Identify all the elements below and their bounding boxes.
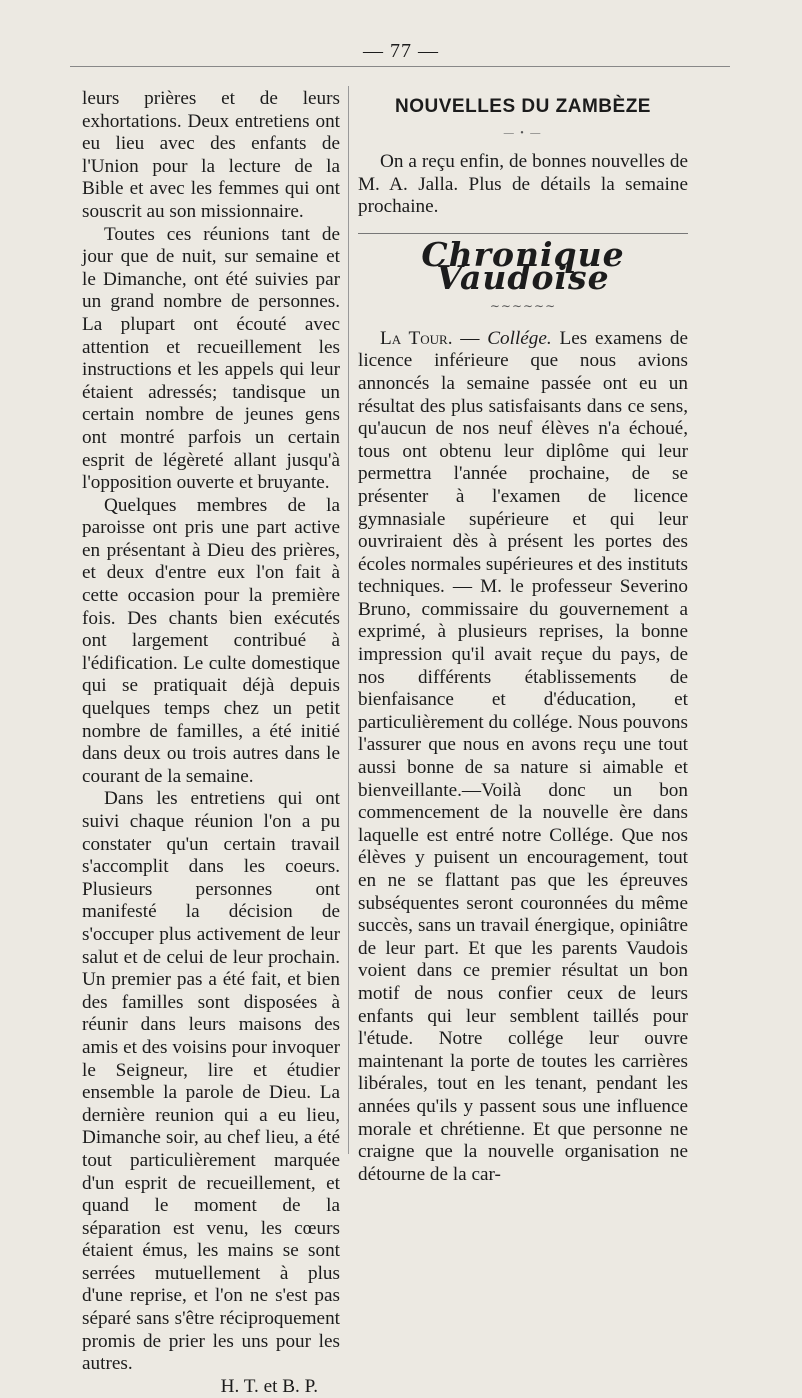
wavy-divider: ∼∼∼∼∼∼ [489,299,557,314]
chronicle-text: Les examens de licence inférieure que nous avions annoncés la semaine passée ont eu un résultat des plus satisfaisants dans ce sens, qu'aucun de nos neuf élèves n'a échoué, tous ont obtenu leur diplôme qui leur permettra l'année prochaine, de se présenter à l'examen de licence gymnasiale supérieure et qui leur ouvriraient dès à présent les portes des écoles normales supérieures et des instituts techniques. — M. le professeur Severino Bruno, commissaire du gouvernement a exprimé, à plusieurs reprises, la bonne impression qu'il avait reçue du pays, de nos différents établissements de bienfaisance et d'éducation, et particulièrement du collége. Nous pouvons l'assurer que nous en avons reçu une tout aussi bonne de sa nature si aimable et bienveillante.—Voilà donc un bon commencement de la nouvelle ère dans laquelle est entré notre Collége. Que nos élèves y puisent un encouragement, tout en ne se flattant pas que les épreuves subséquentes seront couronnées du même succès, sans un travail énergique, opiniâtre de leur part. Et que les parents Vaudois voient dans ce premier résultat un bon motif de nous confier ceux de leurs enfants qui leur semblent taillés pour l'étude. Notre collége leur ouvre maintenant la porte de toutes les carrières libérales, tout en les tenant, pendant les années qu'ils y passent sous une influence morale et chrétienne. Et que personne ne craigne que la nouvelle organisation ne détourne de la car- [358,327,688,1185]
paragraph: Quelques membres de la paroisse ont pris une part active en présentant à Dieu des prières, et deux d'entre eux l'on fait à cette occasion pour la première fois. Des chants bien exécutés ont largement contribué à l'édification. Le culte domestique qui se pratiquait déjà depuis quelques temps chez un petit nombre de familles, a été initié dans deux ou trois autres dans le courant de la semaine. [82,494,340,787]
paragraph: Dans les entretiens qui ont suivi chaque réunion l'on a pu constater qu'un certain travail s'accomplit dans les coeurs. Plusieurs personnes ont manifesté la décision de s'occuper plus activement de leur salut et de celui de leur prochain. Un premier pas a été fait, et bien des familles sont disposées à réunir dans leurs maisons des amis et des voisins pour invoquer le Seigneur, lire et étudier ensemble la parole de Dieu. La dernière reunion qui a eu lieu, Dimanche soir, au chef lieu, a été tout particulièrement marquée d'un esprit de recueillement, et quand le moment de la séparation est venu, les cœurs étaient émus, les mains se sont serrées mutuellement à plus d'une reprise, et l'on ne s'est pas séparé sans s'être réciproquement promis de prier les uns pour les autres. [82,788,340,1375]
left-column [82,88,340,1398]
page-number: — 77 — [363,40,439,62]
top-rule [70,66,730,67]
chronicle-title: Chronique Vaudoise [421,234,625,297]
column-divider [348,86,349,1154]
paragraph: leurs prières et de leurs exhortations. Deux entretiens ont eu lieu avec des enfants de l'Union pour la lecture de la Bible et avec les femmes qui ont souscrit au son missionnaire. [82,88,340,222]
section-rule [358,233,688,234]
news-heading: NOUVELLES DU ZAMBÈZE [395,96,651,117]
paragraph: Toutes ces réunions tant de jour que de nuit, sur semaine et le Dimanche, ont été suivies par un grand nombre de personnes. La plupart ont écouté avec attention et recueillement les instructions et les appels qui leur étaient adressés; tandisque un certain nombre de jeunes gens ont montré parfois un certain esprit de légèreté allant jusqu'à l'opposition ouverte et bruyante. [82,223,340,494]
chronicle-place: La Tour. [380,327,453,349]
right-column [358,88,688,1186]
ornament-divider: — • — [503,127,543,139]
chronicle-subject: Collége. [487,327,552,349]
signature: H. T. et B. P. [220,1375,318,1397]
chronicle-paragraph: La Tour. — Collége. Les examens de licence inférieure que nous avions annoncés la semaine passée ont eu un résultat des plus satisfaisants dans ce sens, qu'aucun de nos neuf élèves n'a échoué, tous ont obtenu leur diplôme qui leur permettra l'année prochaine, de se présenter à l'examen de licence gymnasiale supérieure et qui leur ouvriraient dès à présent les portes des écoles normales supérieures et des instituts techniques. — M. le professeur Severino Bruno, commissaire du gouvernement a exprimé, à plusieurs reprises, la bonne impression qu'il avait reçue du pays, de nos différents établissements de bienfaisance et d'éducation, et particulièrement du collége. Nous pouvons l'assurer que nous en avons reçu une tout aussi bonne de sa nature si aimable et bienveillante.—Voilà donc un bon commencement de la nouvelle ère dans laquelle est entré notre Collége. Que nos élèves y puisent un encouragement, tout en ne se flattant pas que les épreuves subséquentes seront couronnées du même succès, sans un travail énergique, opiniâtre de leur part. Et que les parents Vaudois voient dans ce premier résultat un bon motif de nous confier ceux de leurs enfants qui leur semblent taillés pour l'étude. Notre collége leur ouvre maintenant la porte de toutes les carrières libérales, tout en les tenant, pendant les années qu'ils y passent sous une influence morale et chrétienne. Et que personne ne craigne que la nouvelle organisation ne détourne de la car- [358,327,688,1185]
news-text: On a reçu enfin, de bonnes nouvelles de M. A. Jalla. Plus de détails la semaine prochaine. [358,151,688,218]
